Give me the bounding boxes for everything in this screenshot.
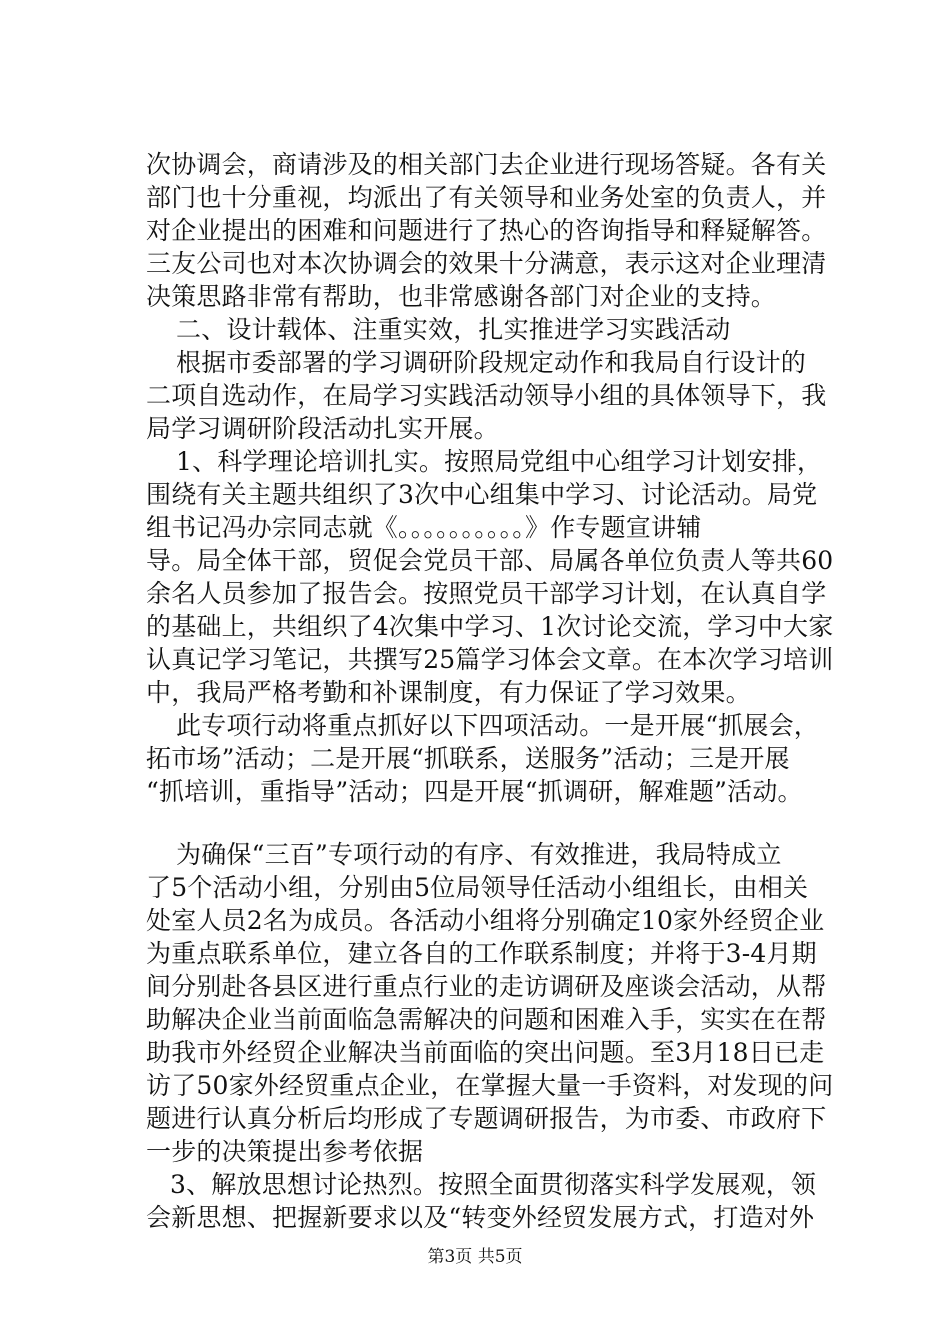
text-line: 为重点联系单位，建立各自的工作联系制度；并将于3-4月期 bbox=[146, 939, 817, 968]
page-number: 第3页 共5页 bbox=[427, 1247, 523, 1267]
text-line: 中，我局严格考勤和补课制度，有力保证了学习效果。 bbox=[146, 678, 751, 707]
text-line: 拓市场”活动；二是开展“抓联系，送服务”活动；三是开展 bbox=[146, 744, 790, 773]
text-line: 部门也十分重视，均派出了有关领导和业务处室的负责人，并 bbox=[146, 183, 827, 212]
text-line: 围绕有关主题共组织了3次中心组集中学习、讨论活动。局党 bbox=[146, 480, 818, 509]
text-line: 组书记冯办宗同志就《。。。。。。。。。。》作专题宣讲辅 bbox=[146, 513, 702, 542]
text-line: 一步的决策提出参考依据 bbox=[146, 1137, 424, 1166]
paragraph-start: 根据市委部署的学习调研阶段规定动作和我局自行设计的 bbox=[176, 348, 807, 377]
text-line: 导。局全体干部，贸促会党员干部、局属各单位负责人等共60 bbox=[146, 546, 834, 575]
paragraph-gap bbox=[146, 808, 846, 838]
text-line: 对企业提出的困难和问题进行了热心的咨询指导和释疑解答。 bbox=[146, 216, 827, 245]
text-line: 局学习调研阶段活动扎实开展。 bbox=[146, 414, 499, 443]
text-line: 访了50家外经贸重点企业，在掌握大量一手资料，对发现的问 bbox=[146, 1071, 834, 1100]
text-line: 次协调会，商请涉及的相关部门去企业进行现场答疑。各有关 bbox=[146, 150, 827, 179]
paragraph-start: 为确保“三百”专项行动的有序、有效推进，我局特成立 bbox=[176, 840, 782, 869]
text-line: 会新思想、把握新要求以及“转变外经贸发展方式，打造对外 bbox=[146, 1203, 815, 1232]
text-line: 决策思路非常有帮助，也非常感谢各部门对企业的支持。 bbox=[146, 282, 777, 311]
text-line: 间分别赴各县区进行重点行业的走访调研及座谈会活动，从帮 bbox=[146, 972, 827, 1001]
document-body bbox=[146, 148, 846, 1234]
paragraph-start: 3、解放思想讨论热烈。按照全面贯彻落实科学发展观，领 bbox=[170, 1170, 817, 1199]
paragraph-start: 此专项行动将重点抓好以下四项活动。一是开展“抓展会， bbox=[176, 711, 819, 740]
text-line: 的基础上，共组织了4次集中学习、1次讨论交流，学习中大家 bbox=[146, 612, 834, 641]
text-line: 认真记学习笔记，共撰写25篇学习体会文章。在本次学习培训 bbox=[146, 645, 834, 674]
text-line: 助解决企业当前面临急需解决的问题和困难入手，实实在在帮 bbox=[146, 1005, 827, 1034]
text-line: 处室人员2名为成员。各活动小组将分别确定10家外经贸企业 bbox=[146, 906, 825, 935]
text-line: 助我市外经贸企业解决当前面临的突出问题。至3月18日已走 bbox=[146, 1038, 825, 1067]
section-heading: 二、设计载体、注重实效，扎实推进学习实践活动 bbox=[176, 315, 731, 344]
text-line: “抓培训，重指导”活动；四是开展“抓调研，解难题”活动。 bbox=[146, 777, 803, 806]
paragraph-start: 1、科学理论培训扎实。按照局党组中心组学习计划安排， bbox=[176, 447, 823, 476]
text-line: 三友公司也对本次协调会的效果十分满意，表示这对企业理清 bbox=[146, 249, 827, 278]
text-line: 题进行认真分析后均形成了专题调研报告，为市委、市政府下 bbox=[146, 1104, 827, 1133]
text-line: 了5个活动小组，分别由5位局领导任活动小组组长，由相关 bbox=[146, 873, 809, 902]
page-footer bbox=[0, 1246, 950, 1268]
text-line: 余名人员参加了报告会。按照党员干部学习计划，在认真自学 bbox=[146, 579, 827, 608]
text-line: 二项自选动作，在局学习实践活动领导小组的具体领导下，我 bbox=[146, 381, 827, 410]
